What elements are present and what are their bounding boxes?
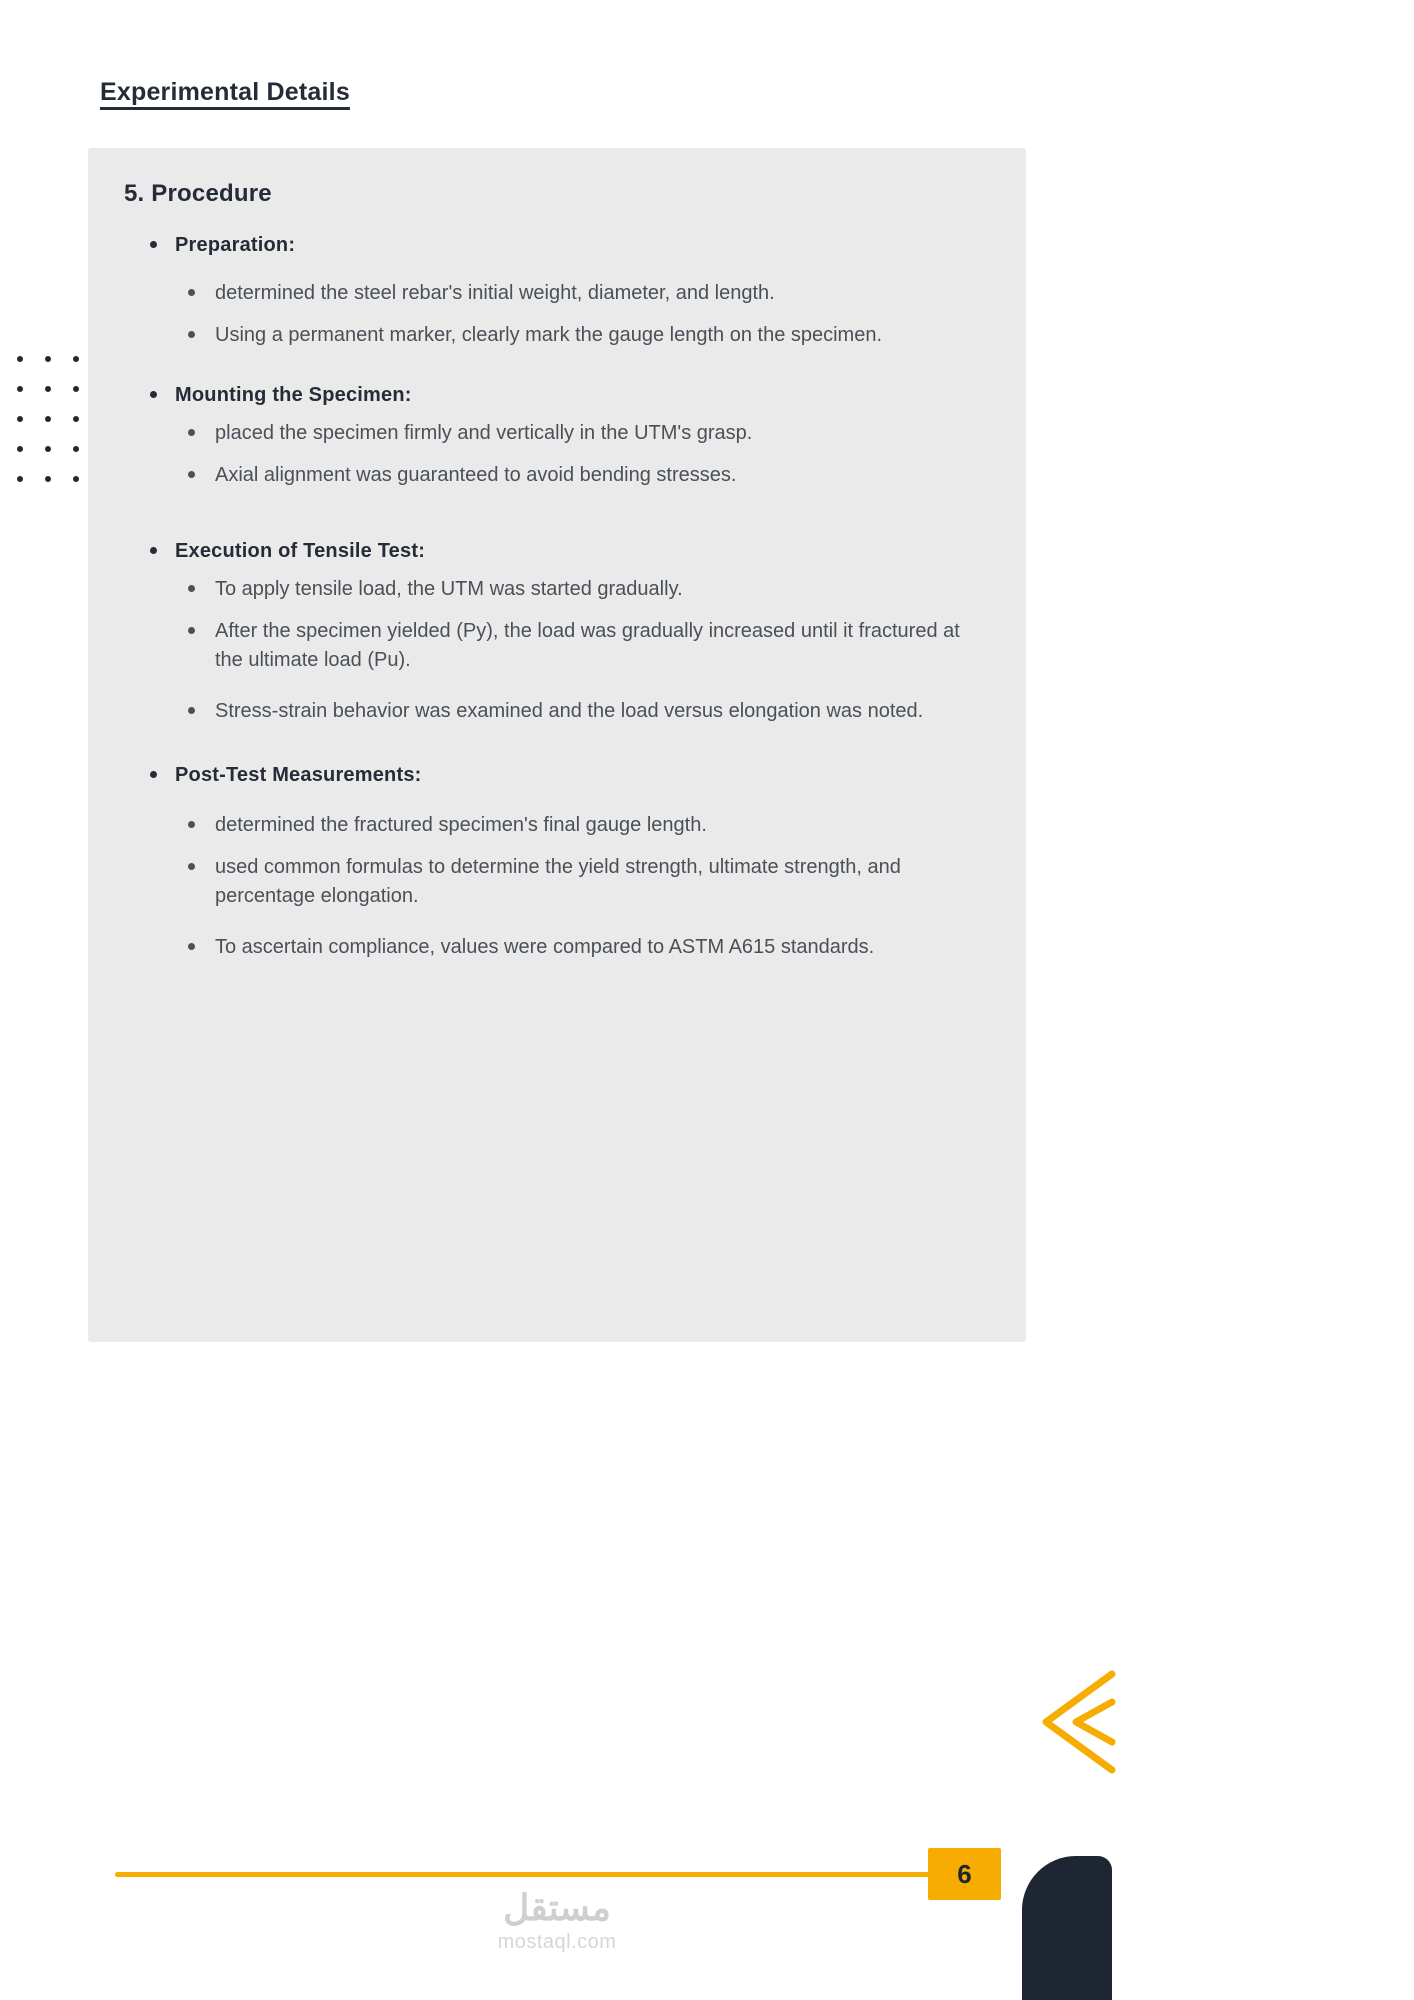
page-title: Experimental Details <box>100 78 350 106</box>
bullet-icon <box>188 943 195 950</box>
bullet-text: determined the steel rebar's initial weight, diameter, and length. <box>215 282 775 304</box>
bullet-icon <box>188 331 195 338</box>
section-execution <box>88 540 984 726</box>
bullet-icon <box>188 707 195 714</box>
bullet-icon <box>188 471 195 478</box>
section-label-text: Mounting the Specimen: <box>175 384 412 406</box>
bullet-text: Axial alignment was guaranteed to avoid bending stresses. <box>215 464 737 486</box>
section-label <box>88 234 984 257</box>
watermark <box>437 1888 677 1954</box>
bullet-text: Stress-strain behavior was examined and the load versus elongation was noted. <box>215 700 924 722</box>
bullet-item <box>88 279 984 308</box>
corner-shape-decoration <box>1022 1856 1112 2000</box>
dot-grid-decoration <box>2 340 82 498</box>
bullet-item <box>88 933 984 962</box>
section-label-text: Execution of Tensile Test: <box>175 540 426 562</box>
bullet-icon <box>188 627 195 634</box>
bullet-icon <box>150 241 157 248</box>
bullet-item <box>88 419 984 448</box>
watermark-arabic: مستقل <box>503 1887 611 1928</box>
bullet-text: To apply tensile load, the UTM was started gradually. <box>215 578 683 600</box>
bullet-text: placed the specimen firmly and vertically in the UTM's grasp. <box>215 422 753 444</box>
bullet-icon <box>188 585 195 592</box>
bullet-item <box>88 811 984 840</box>
bullet-icon <box>188 821 195 828</box>
section-label <box>88 540 984 563</box>
bullet-icon <box>150 771 157 778</box>
section-label-text: Preparation: <box>175 234 296 256</box>
procedure-heading: 5. Procedure <box>124 180 272 207</box>
section-post-test <box>88 764 984 962</box>
bullet-item <box>88 853 984 911</box>
bullet-item <box>88 321 984 350</box>
bullet-text: After the specimen yielded (Py), the load was gradually increased until it fractured at the ultimate load (Pu). <box>215 620 960 671</box>
section-label <box>88 764 984 787</box>
footer-accent-line <box>115 1872 930 1877</box>
bullet-item <box>88 617 984 675</box>
bullet-item <box>88 575 984 604</box>
page-number: 6 <box>957 1858 972 1889</box>
bullet-icon <box>188 429 195 436</box>
section-label <box>88 384 984 407</box>
bullet-text: To ascertain compliance, values were compared to ASTM A615 standards. <box>215 936 875 958</box>
bullet-text: Using a permanent marker, clearly mark the gauge length on the specimen. <box>215 324 883 346</box>
bullet-text: determined the fractured specimen's final gauge length. <box>215 814 707 836</box>
bullet-icon <box>188 289 195 296</box>
bullet-icon <box>150 391 157 398</box>
watermark-latin: mostaql.com <box>497 1930 617 1953</box>
page-number-badge <box>928 1848 1001 1900</box>
section-mounting <box>88 384 984 490</box>
bullet-item <box>88 461 984 490</box>
bullet-icon <box>188 863 195 870</box>
section-preparation <box>88 234 984 350</box>
chevron-left-icon <box>1016 1668 1116 1776</box>
bullet-text: used common formulas to determine the yield strength, ultimate strength, and percentage elongation. <box>215 856 901 907</box>
section-label-text: Post-Test Measurements: <box>175 764 422 786</box>
bullet-item <box>88 697 984 726</box>
procedure-box <box>88 148 1026 1342</box>
bullet-icon <box>150 547 157 554</box>
